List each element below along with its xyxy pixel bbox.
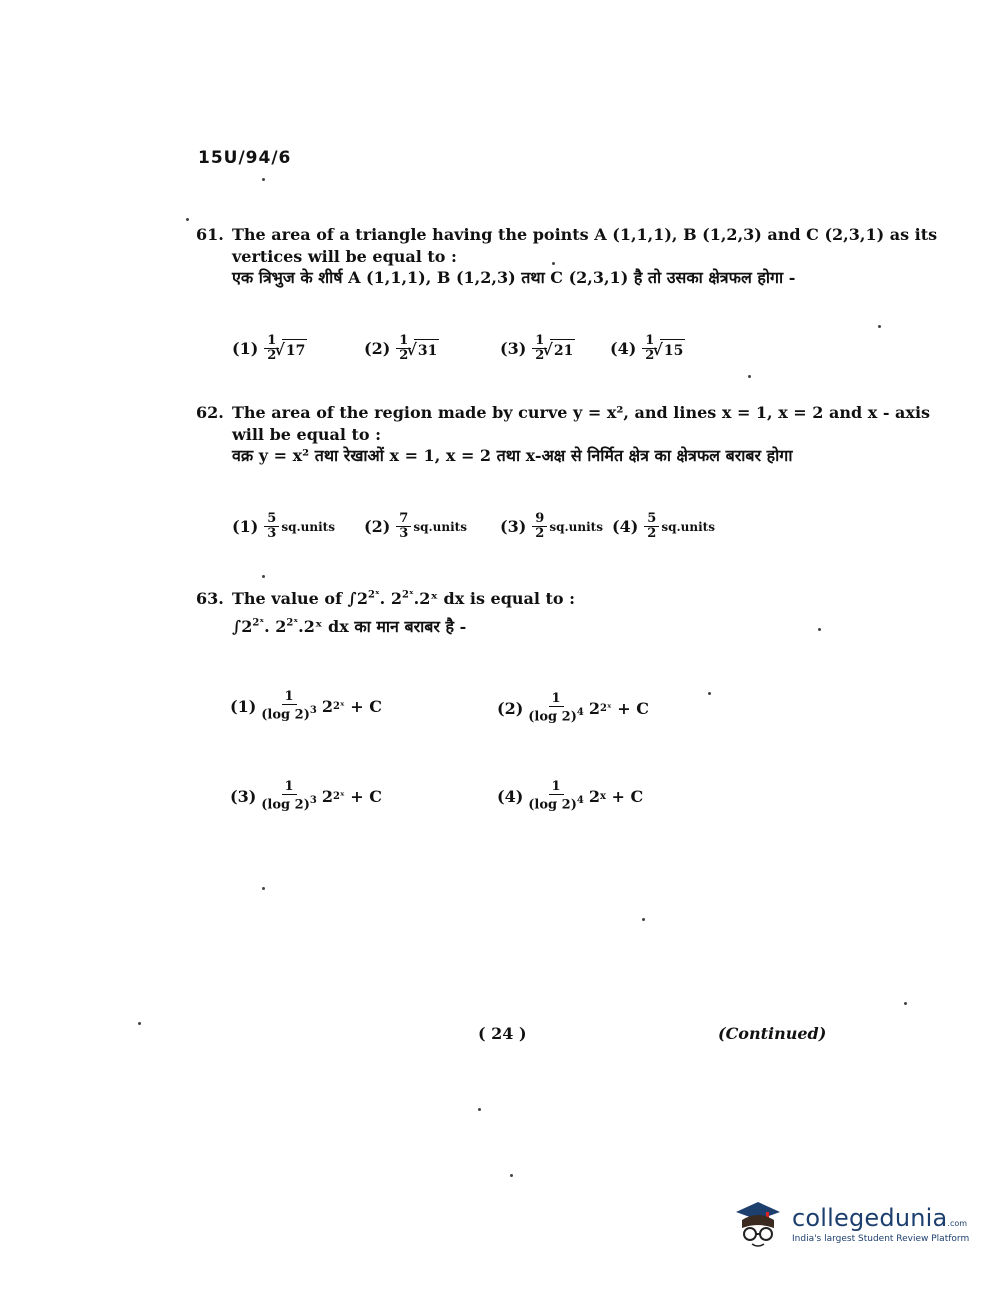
option-3[interactable]: (3) $\frac{1}{(\log 2)^3}$ 2 2ˣ + C: [230, 779, 382, 813]
continued-label: (Continued): [718, 1024, 827, 1043]
scan-speck: [818, 628, 821, 631]
scan-speck: [552, 262, 555, 265]
question-text-hi: $\int 2^{2ˣ}$. $2^{2ˣ}.2ˣ$ dx का मान बराबर है -: [232, 616, 467, 636]
scan-speck: [510, 1174, 513, 1177]
scan-speck: [138, 1022, 141, 1025]
integral-expression: $\int 2^{2ˣ}$. $2^{2ˣ}.2ˣ$ dx: [347, 589, 465, 608]
collegedunia-logo[interactable]: [732, 1198, 969, 1250]
question-text-hi: वक्र y = x² तथा रेखाओं x = 1, x = 2 तथा x-अक्ष से निर्मित क्षेत्र का क्षेत्रफल बराबर होगा: [232, 446, 793, 466]
scan-speck: [642, 918, 645, 921]
option-4[interactable]: (4) $\frac{1}{2}$ √ 15: [610, 334, 685, 364]
scan-speck: [262, 887, 265, 890]
option-1[interactable]: (1) $\frac{1}{2}$ √ 17: [232, 334, 364, 364]
scan-speck: [878, 325, 881, 328]
scan-speck: [262, 178, 265, 181]
option-3[interactable]: (3) $\frac{9}{2}$ sq.units: [500, 511, 603, 542]
scan-speck: [708, 692, 711, 695]
question-text-en-cont: is equal to :: [469, 589, 576, 608]
question-text-en-cont: will be equal to :: [232, 424, 382, 444]
option-2[interactable]: (2) $\frac{7}{3}$ sq.units: [364, 511, 467, 542]
scan-speck: [904, 1002, 907, 1005]
question-63: [196, 588, 575, 637]
scan-speck: [186, 218, 189, 221]
brand-name: collegedunia: [792, 1204, 948, 1232]
option-3[interactable]: (3) $\frac{1}{2}$ √ 21: [500, 334, 610, 364]
page-number: ( 24 ): [478, 1024, 527, 1043]
question-number: 62.: [196, 403, 224, 422]
option-2[interactable]: (2) $\frac{1}{(\log 2)^4}$ 2 2ˣ + C: [497, 691, 649, 725]
options-61: [232, 334, 685, 364]
question-text-en-cont: vertices will be equal to :: [232, 246, 457, 266]
scan-speck: [748, 375, 751, 378]
brand-tagline: India's largest Student Review Platform: [792, 1234, 970, 1244]
question-62: [196, 402, 930, 467]
option-1[interactable]: (1) $\frac{1}{(\log 2)^3}$ 2 2ˣ + C: [230, 689, 382, 723]
question-text-hi: एक त्रिभुज के शीर्ष A (1,1,1), B (1,2,3) तथा C (2,3,1) है तो उसका क्षेत्रफल होगा -: [232, 268, 796, 288]
question-text-en: The value of: [232, 589, 342, 608]
scan-speck: [262, 575, 265, 578]
question-number: 61.: [196, 225, 224, 244]
question-number: 63.: [196, 589, 224, 608]
question-text-en: The area of the region made by curve y = x², and lines x = 1, x = 2 and x - axis: [232, 403, 931, 422]
mascot-icon: [732, 1198, 784, 1250]
option-4[interactable]: (4) $\frac{1}{(\log 2)^4}$ 2 x + C: [497, 779, 644, 813]
question-text-en: The area of a triangle having the points A (1,1,1), B (1,2,3) and C (2,3,1) as its: [232, 225, 938, 244]
paper-code: 15U/94/6: [198, 148, 292, 168]
option-4[interactable]: (4) $\frac{5}{2}$ sq.units: [612, 511, 715, 542]
brand-domain: .com: [947, 1219, 968, 1228]
scan-speck: [478, 1108, 481, 1111]
option-2[interactable]: (2) $\frac{1}{2}$ √ 31: [364, 334, 500, 364]
question-61: [196, 224, 937, 289]
options-62: [232, 512, 715, 542]
option-1[interactable]: (1) $\frac{5}{3}$ sq.units: [232, 511, 335, 542]
